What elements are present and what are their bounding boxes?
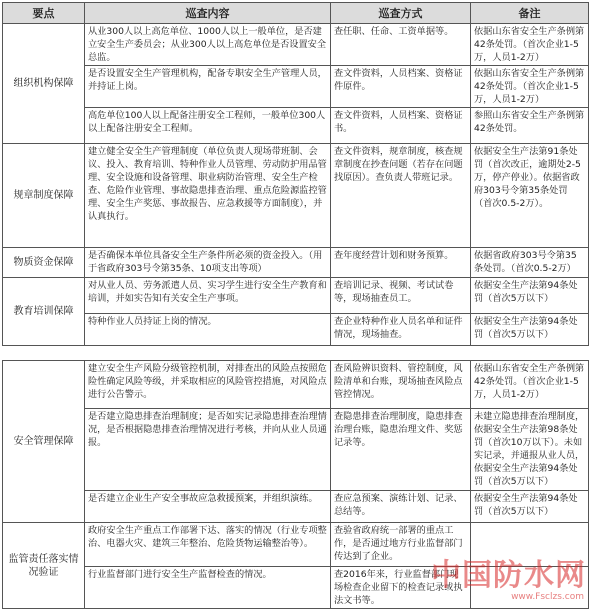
table-row xyxy=(3,278,589,314)
row-note xyxy=(471,523,589,567)
row-content: 从业300人以上高危单位、1000人以上一般单位，是否建立安全生产委员会；从业300人以上高危单位是否设置安全总监。 xyxy=(85,24,331,66)
table-row xyxy=(3,409,589,491)
table-gap xyxy=(3,346,589,361)
section-supervision: 监管责任落实情况验证 xyxy=(3,523,85,609)
row-method: 查文件资料，人员档案、资格证件原件。 xyxy=(331,66,471,108)
row-content: 是否建立隐患排查治理制度；是否如实记录隐患排查治理情况，是否根据隐患排查治理情况进行考核，并向从业人员通报。 xyxy=(85,409,331,491)
row-note: 依据安全生产法第91条处罚（首次改正，逾期处2-5万，停产停业）。依据省政府303号令第35条处罚（首次0.5-2万）。 xyxy=(471,144,589,248)
section-org: 组织机构保障 xyxy=(3,24,85,144)
row-method: 查企业特种作业人员名单和证件情况，现场抽查。 xyxy=(331,314,471,346)
row-note: 参照山东省安全生产条例第42条处罚。 xyxy=(471,108,589,144)
table-row xyxy=(3,491,589,523)
row-note: 依据山东省安全生产条例第42条处罚。（首次企业1-5万，人员1-2万） xyxy=(471,24,589,66)
section-funds: 物质资金保障 xyxy=(3,248,85,278)
header-key-point: 要点 xyxy=(3,3,85,24)
section-safety: 安全管理保障 xyxy=(3,361,85,523)
section-rules: 规章制度保障 xyxy=(3,144,85,248)
table-row xyxy=(3,567,589,609)
table-row xyxy=(3,66,589,108)
row-content: 高危单位100人以上配备注册安全工程师，一般单位300人以上配备注册安全工程师。 xyxy=(85,108,331,144)
header-note: 备注 xyxy=(471,3,589,24)
row-method: 查2016年来，行业监督部门现场检查企业留下的检查记录或执法文书等。 xyxy=(331,567,471,609)
section-training: 教育培训保障 xyxy=(3,278,85,346)
watermark-url: www.Fsclzs.com xyxy=(511,592,584,602)
row-method: 查任职、任命、工资单据等。 xyxy=(331,24,471,66)
row-method: 查文件资料，规章制度，核查规章制度在抄查问题（若存在问题找原因）。查负责人带班记录。 xyxy=(331,144,471,248)
row-content: 是否确保本单位具备安全生产条件所必须的资金投入。（用于省政府303号令第35条、10项支出等项） xyxy=(85,248,331,278)
row-content: 是否建立企业生产安全事故应急救援预案，并组织演练。 xyxy=(85,491,331,523)
row-note: 依据山东省安全生产条例第42条处罚。（首次企业1-5万，人员1-2万） xyxy=(471,361,589,409)
table-row xyxy=(3,144,589,248)
row-content: 建立安全生产风险分级管控机制，对排查出的风险点按照危险性确定风险等级，并采取相应的风险管控措施，对风险点进行公告警示。 xyxy=(85,361,331,409)
table-row xyxy=(3,108,589,144)
table-row xyxy=(3,361,589,409)
row-note: 未建立隐患排查治理制度，依据安全生产法第98条处罚（首次10万以下）。未如实记录，并通报从业人员，依据安全生产法第94条处罚（首次5万以下） xyxy=(471,409,589,491)
row-method: 查验省政府统一部署的重点工作，是否通过地方行业监督部门传达到了企业。 xyxy=(331,523,471,567)
row-content: 建立健全安全生产管理制度（单位负责人现场带班制、会议、投入、教育培训、特种作业人员管理、劳动防护用品管理、安全设施和设备管理、职业病防治管理、安全生产检查、危险作业管理、事故隐患排查治理、重点危险源监控管理、安全生产奖惩、事故报告、应急救援等方面制度），并认真执行。 xyxy=(85,144,331,248)
table-row xyxy=(3,248,589,278)
row-note: 依据安全生产法第94条处罚（首次5万以下） xyxy=(471,491,589,523)
row-method: 查应急预案、演练计划、记录、总结等。 xyxy=(331,491,471,523)
table-row xyxy=(3,523,589,567)
row-method: 查文件资料，人员档案、资格证书。 xyxy=(331,108,471,144)
row-content: 是否设置安全生产管理机构，配备专职安全生产管理人员，并持证上岗。 xyxy=(85,66,331,108)
header-method: 巡查方式 xyxy=(331,3,471,24)
row-method: 查培训记录、视频、考试试卷等，现场抽查员工。 xyxy=(331,278,471,314)
row-note: 依据安全生产法第94条处罚（首次5万以下） xyxy=(471,278,589,314)
row-content: 特种作业人员持证上岗的情况。 xyxy=(85,314,331,346)
header-content: 巡查内容 xyxy=(85,3,331,24)
row-note: 依据山东省安全生产条例第42条处罚。（首次企业1-5万，人员1-2万） xyxy=(471,66,589,108)
inspection-table xyxy=(2,2,589,609)
row-method: 查风险辨识资料、管控制度，风险清单和台账，现场抽查风险点管控情况。 xyxy=(331,361,471,409)
row-method: 查年度经营计划和财务预算。 xyxy=(331,248,471,278)
row-note: 依据省政府303号令第35条处罚。（首次0.5-2万） xyxy=(471,248,589,278)
row-note: 依据安全生产法第94条处罚（首次5万以下） xyxy=(471,314,589,346)
row-content: 行业监督部门进行安全生产监督检查的情况。 xyxy=(85,567,331,609)
row-method: 查隐患排查治理制度，隐患排查治理台账，隐患治理文件、奖惩记录等。 xyxy=(331,409,471,491)
watermark-logo: 中国防水网 xyxy=(431,558,586,593)
row-content: 对从业人员、劳务派遣人员、实习学生进行安全生产教育和培训，并如实告知有关安全生产事项。 xyxy=(85,278,331,314)
table-row xyxy=(3,24,589,66)
table-row xyxy=(3,314,589,346)
row-content: 政府安全生产重点工作部署下达、落实的情况（行业专项整治、电器火灾、建筑三年整治、危险货物运输整治等）。 xyxy=(85,523,331,567)
row-note xyxy=(471,567,589,609)
header-row xyxy=(3,3,589,24)
